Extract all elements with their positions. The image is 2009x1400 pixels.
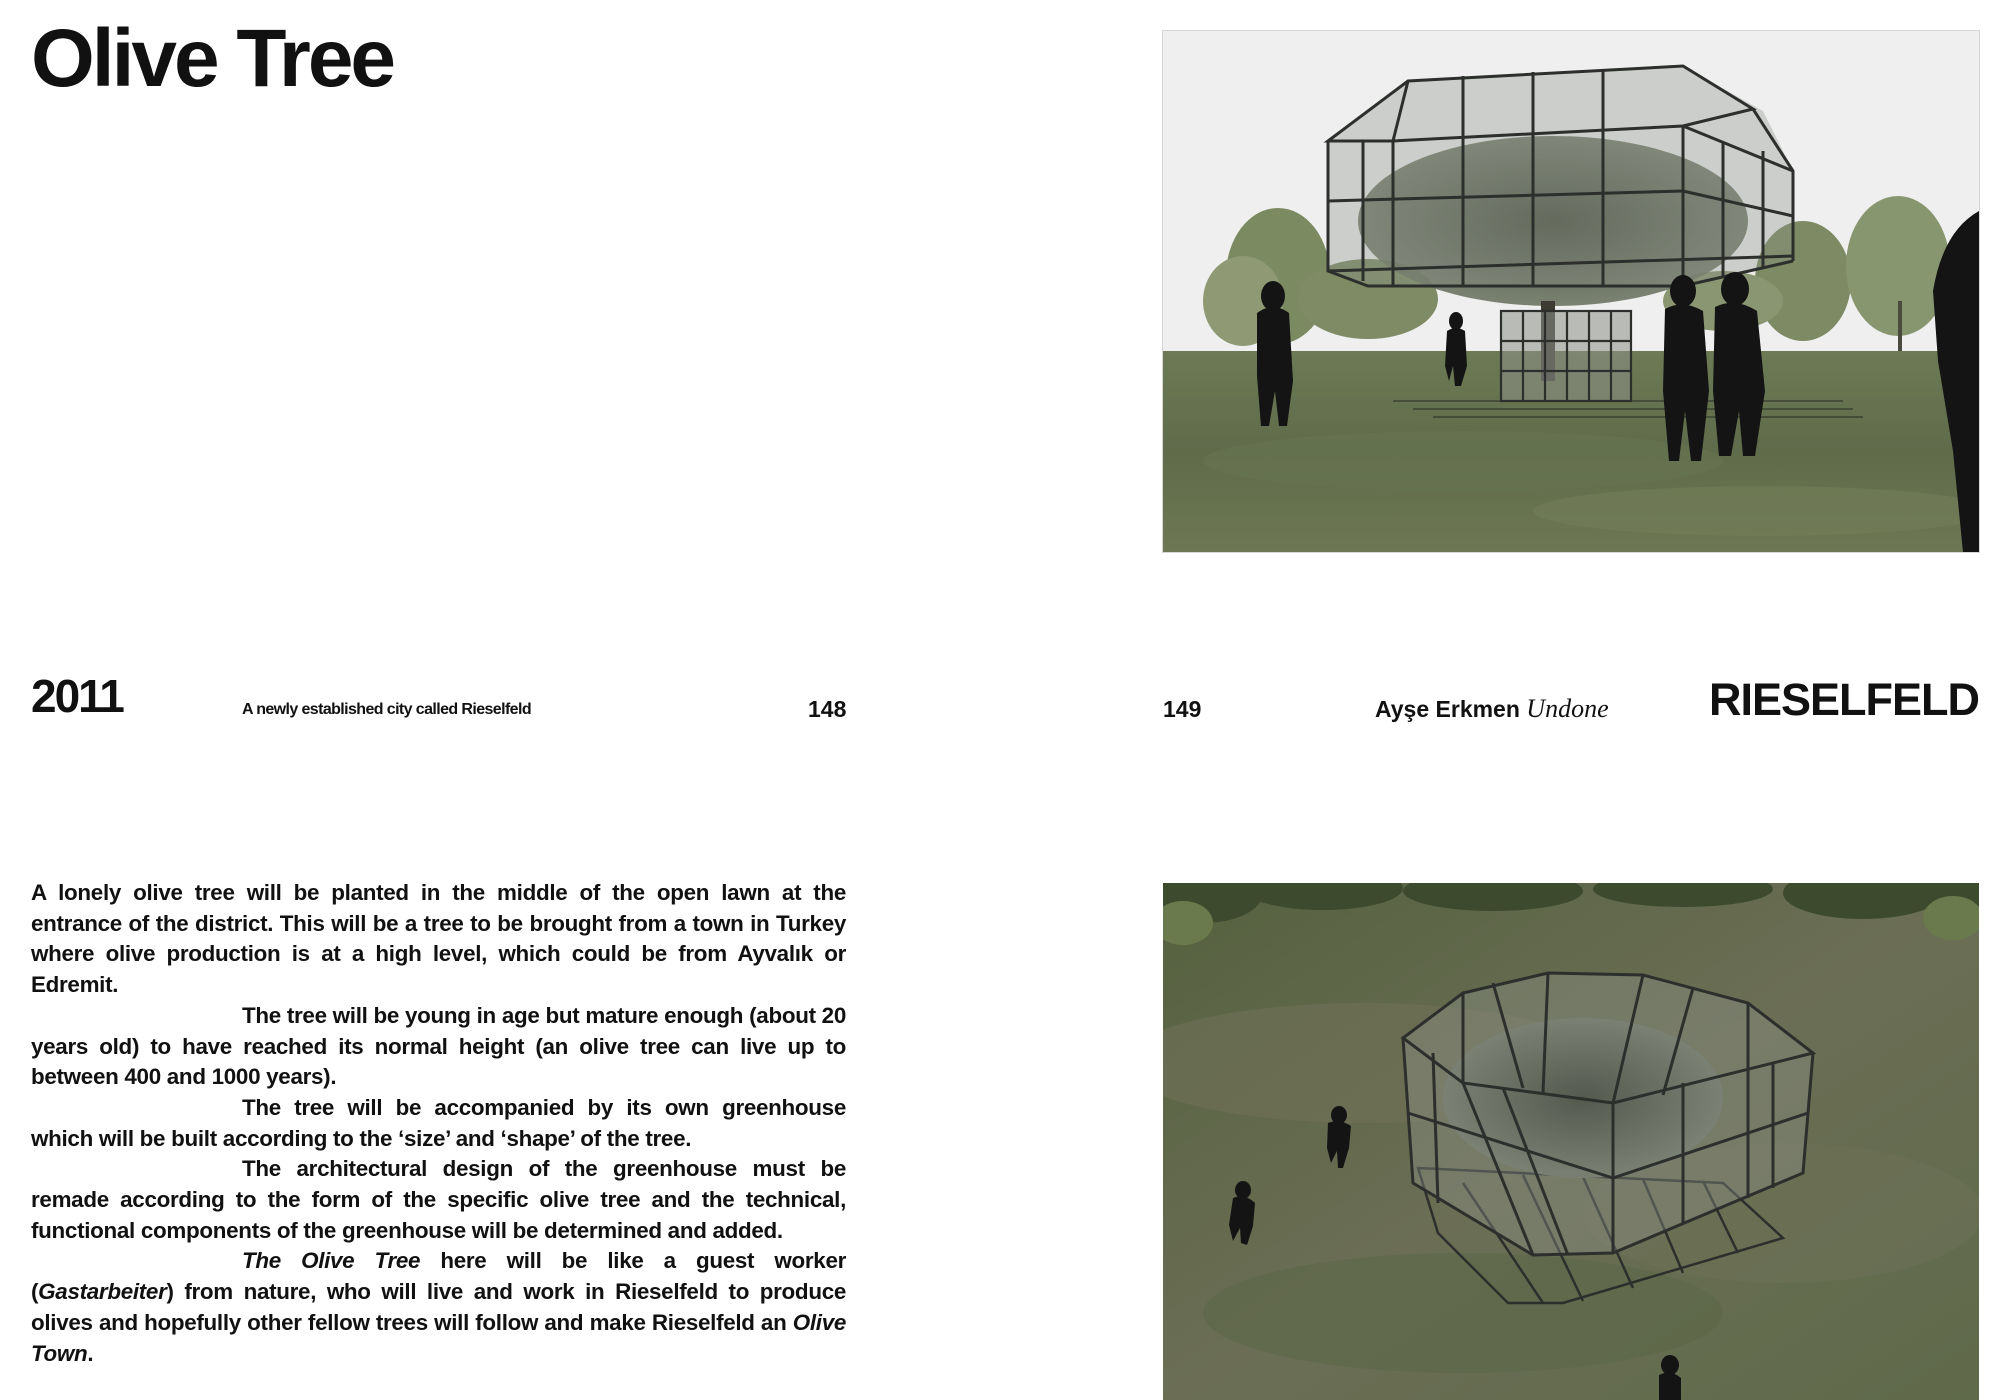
greenhouse-rendering-ground-image <box>1163 31 1979 552</box>
emphasis-olive-town: Olive Town <box>31 1309 846 1366</box>
paragraph-4: The architectural design of the greenhouse must be remade according to the form of the specific olive tree and the technical, functional components of the greenhouse will be determined and added. <box>31 1156 846 1243</box>
paragraph-1: A lonely olive tree will be planted in the middle of the open lawn at the entrance of the district. This will be a tree to be brought from a town in Turkey where olive production is at a high level, which could be from Ayvalık or Edremit. <box>31 880 846 998</box>
author-name: Ayşe Erkmen <box>1375 696 1520 722</box>
folio-subtitle: A newly established city called Rieselfeld <box>242 701 531 718</box>
body-text <box>31 878 846 1369</box>
book-title: Undone <box>1526 694 1609 723</box>
page-number-right: 149 <box>1163 696 1202 722</box>
greenhouse-aerial-view-icon <box>1163 883 1979 1400</box>
paragraph-5 <box>31 1246 846 1369</box>
folio-year: 2011 <box>31 670 123 722</box>
page-title: Olive Tree <box>31 13 394 104</box>
greenhouse-rendering-aerial-image <box>1163 883 1979 1400</box>
paragraph-5-text-1: here will be like a guest worker ( <box>31 1248 847 1305</box>
emphasis-olive-tree: The Olive Tree <box>242 1248 421 1274</box>
section-name: RIESELFELD <box>1708 674 1979 725</box>
greenhouse-ground-view-icon <box>1163 31 1979 552</box>
paragraph-5-text-2: ) from nature, who will live and work in Rieselfeld to produce olives and hopefully other fellow trees will follow and make Rieselfeld an <box>31 1279 846 1335</box>
page-number-left: 148 <box>808 696 847 722</box>
paragraph-5-text-3: . <box>87 1340 94 1366</box>
emphasis-gastarbeiter: Gastarbeiter <box>38 1279 167 1305</box>
paragraph-3: The tree will be accompanied by its own greenhouse which will be built according to the ‘size’ and ‘shape’ of the tree. <box>31 1094 846 1151</box>
paragraph-2: The tree will be young in age but mature enough (about 20 years old) to have reached its normal height (an olive tree can live up to between 400 and 1000 years). <box>31 1002 846 1090</box>
